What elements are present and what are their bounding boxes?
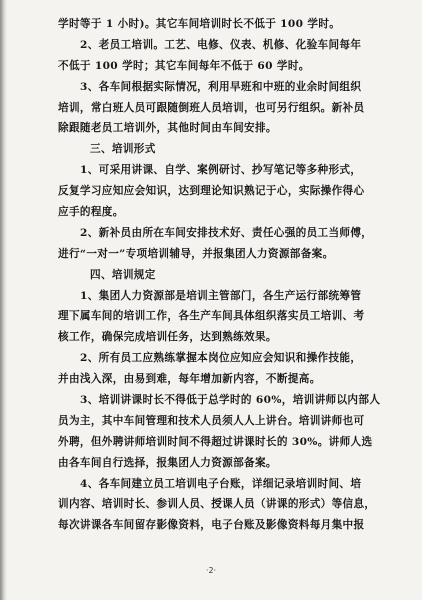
text-line: 2、所有员工应熟练掌握本岗位应知应会知识和操作技能， [80, 352, 362, 365]
text-line: 3、培训讲课时长不得低于总学时的 60%，培训讲师以内部人 [80, 394, 381, 407]
text-line: 3、各车间根据实际情况，利用早班和中班的业余时间组织 [80, 80, 362, 93]
text-line: 外聘，但外聘讲师培训时间不得超过讲课时长的 30%。讲师人选 [58, 435, 373, 448]
text-line: 进行“一对一”专项培训辅导，并报集团人力资源部备案。 [58, 247, 334, 260]
text-line: 应手的程度。 [58, 206, 124, 219]
text-line: 除跟随老员工培训外，其他时间由车间安排。 [58, 122, 277, 135]
text-line: 1、可采用讲课、自学、案例研讨、抄写笔记等多种形式， [80, 164, 362, 177]
text-line: 4、各车间建立员工培训电子台账，详细记录培训时间、培 [80, 477, 362, 490]
text-line: 并由浅入深，由易到难，每年增加新内容，不断提高。 [58, 373, 321, 386]
text-line: 2、新补员由所在车间安排技术好、责任心强的员工当师傅， [80, 226, 373, 239]
text-line: 理下属车间的培训工作，各生产车间具体组织落实员工培训、考 [58, 310, 365, 323]
text-line: 2、老员工培训。工艺、电修、仪表、机修、化验车间每年 [80, 38, 362, 51]
text-line: 学时等于 1 小时)。其它车间培训时长不低于 100 学时。 [58, 18, 341, 30]
section-heading: 三、培训形式 [90, 143, 156, 156]
text-line: 每次讲课各车间留存影像资料，电子台账及影像资料每月集中报 [58, 519, 365, 532]
text-line: 培训，常白班人员可跟随倒班人员培训，也可另行组织。新补员 [58, 101, 365, 114]
text-line: 员为主，其中车间管理和技术人员须人人上讲台。培训讲师也可 [58, 414, 365, 427]
text-line: 1、集团人力资源部是培训主管部门，各生产运行部统筹管 [80, 289, 362, 302]
text-line: 反复学习应知应会知识，达到理论知识熟记于心，实际操作得心 [58, 185, 365, 198]
text-line: 训内容、培训时长、参训人员、授课人员（讲课的形式）等信息， [58, 498, 376, 511]
text-line: 核工作，确保完成培训任务，达到熟练效果。 [58, 331, 277, 344]
text-line: 由各车间自行选择，报集团人力资源部备案。 [58, 456, 277, 469]
text-line: 不低于 100 学时；其它车间每年不低于 60 学时。 [58, 59, 310, 72]
document-body [58, 14, 394, 536]
section-heading: 四、培训规定 [90, 268, 156, 281]
page-number: ·2· [205, 566, 217, 575]
scan-shadow-edge [0, 0, 7, 600]
